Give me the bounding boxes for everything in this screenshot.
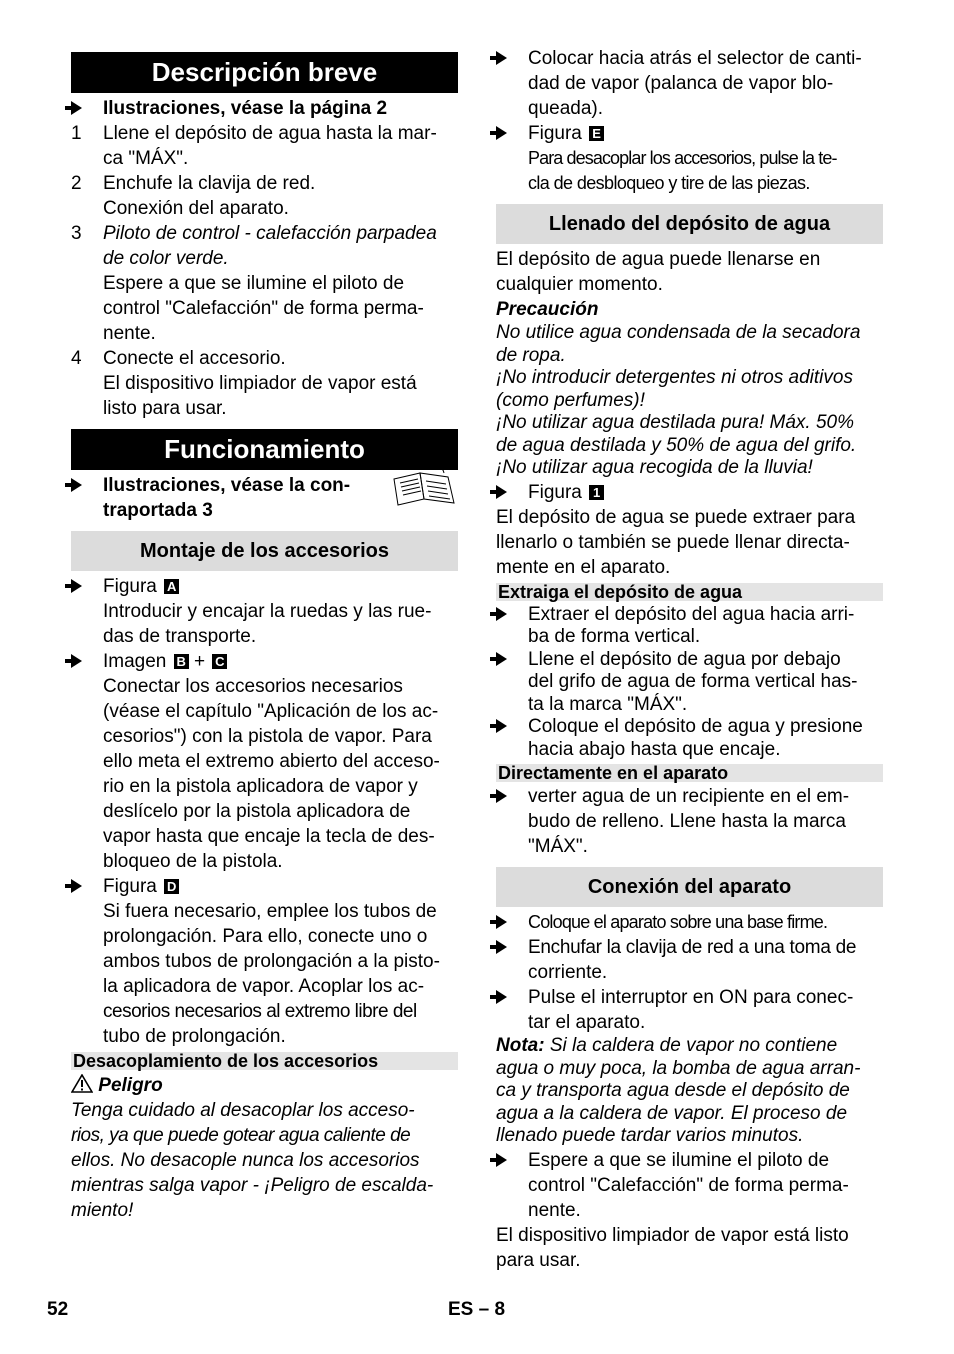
step-2: 2 Enchufe la clavija de red. Conexión del aparato. xyxy=(71,173,316,219)
figure-label: 1 xyxy=(589,485,604,500)
fill-intro: El depósito de agua puede llenarse en cualquier momento. xyxy=(496,249,821,295)
arrow-item: Enchufar la clavija de red a una toma de corriente. xyxy=(496,935,883,985)
arrow-item: Imagen B + C Conectar los accesorios necesarios (véase el capítulo "Aplicación de los ac- cesorios") con la pistola de vapor. Para ello meta el extremo abierto del acceso- rio en la pistola aplicadora de vapor y deslícelo por la pistola aplicadora de vapor hasta que encaje la tecla de des- bloqueo de la pistola. xyxy=(71,649,458,874)
arrow-item: Llene el depósito de agua por debajo del grifo de agua de forma vertical has- ta la marca "MÁX". xyxy=(496,649,883,717)
danger-label: Peligro xyxy=(71,1073,458,1098)
arrow-item: Colocar hacia atrás el selector de canti- dad de vapor (palanca de vapor blo- queada). xyxy=(496,46,883,121)
figure-label: B xyxy=(174,654,189,669)
arrow-item: Figura 1 xyxy=(496,480,883,505)
step-1: 1 Llene el depósito de agua hasta la mar- ca "MÁX". xyxy=(71,123,437,169)
left-column xyxy=(71,52,458,1223)
heading-descripcion-breve: Descripción breve xyxy=(71,52,458,93)
figure-label: A xyxy=(164,579,179,594)
arrow-item: Figura D Si fuera necesario, emplee los tubos de prolongación. Para ello, conecte uno o ambos tubos de prolongación a la pisto- la aplicadora de vapor. Acoplar los ac- cesorios necesarios al extremo libre del tubo de prolongación. xyxy=(71,874,458,1049)
right-column xyxy=(496,48,883,1273)
heading-conexion: Conexión del aparato xyxy=(496,867,883,907)
heading-llenado: Llenado del depósito de agua xyxy=(496,204,883,244)
arrow-right-icon xyxy=(496,789,507,803)
heading-montaje: Montaje de los accesorios xyxy=(71,531,458,571)
arrow-item xyxy=(71,96,458,121)
arrow-right-icon xyxy=(496,607,507,621)
arrow-right-icon xyxy=(496,126,507,140)
note-text: Nota: Si la caldera de vapor no contiene agua o muy poca, la bomba de agua arran- ca y transporta agua desde el depósito de agua a la caldera de vapor. El proceso de llenado puede tardar varios minutos. xyxy=(496,1035,861,1146)
arrow-right-icon xyxy=(496,915,507,929)
arrow-item: Figura A Introducir y encajar la ruedas y las rue- das de transporte. xyxy=(71,574,458,649)
figure-label: D xyxy=(164,879,179,894)
step-4: 4 Conecte el accesorio. El dispositivo limpiador de vapor está listo para usar. xyxy=(71,348,417,419)
heading-funcionamiento: Funcionamiento xyxy=(71,429,458,470)
warning-triangle-icon xyxy=(71,1074,93,1093)
arrow-right-icon xyxy=(496,719,507,733)
arrow-right-icon xyxy=(71,101,82,115)
heading-extraiga: Extraiga el depósito de agua xyxy=(496,583,883,601)
figure-label: E xyxy=(589,126,604,141)
arrow-item: Coloque el depósito de agua y presione hacia abajo hasta que encaje. xyxy=(496,716,883,761)
fig1-text: El depósito de agua se puede extraer para llenarlo o también se puede llenar directa- mente en el aparato. xyxy=(496,506,856,578)
arrow-item: Ilustraciones, véase la con- traportada 3 xyxy=(71,473,458,523)
arrow-right-icon xyxy=(71,654,82,668)
arrow-item: Espere a que se ilumine el piloto de control "Calefacción" de forma perma- nente. xyxy=(496,1148,883,1223)
arrow-right-icon xyxy=(71,579,82,593)
arrow-right-icon xyxy=(496,51,507,65)
open-book-icon xyxy=(390,465,458,509)
danger-text: Tenga cuidado al desacoplar los acceso- rios, ya que puede gotear agua caliente de ellos. No desacople nunca los accesorios mientras salga vapor - ¡Peligro de escalda- miento! xyxy=(71,1100,434,1221)
note-label: Nota: xyxy=(496,1035,545,1056)
figure-label: C xyxy=(212,654,227,669)
arrow-item: Figura E Para desacoplar los accesorios, pulse la te- cla de desbloqueo y tire de las piezas. xyxy=(496,121,883,196)
illustrations-ref: Ilustraciones, véase la página 2 xyxy=(103,98,388,119)
heading-directamente: Directamente en el aparato xyxy=(496,764,883,782)
arrow-right-icon xyxy=(496,990,507,1004)
arrow-item: verter agua de un recipiente en el em- budo de relleno. Llene hasta la marca "MÁX". xyxy=(496,784,883,859)
heading-desacoplamiento: Desacoplamiento de los accesorios xyxy=(71,1052,458,1070)
step-3: 3 Piloto de control - calefacción parpadea de color verde. Espere a que se ilumine el piloto de control "Calefacción" de forma perma- nente. xyxy=(71,223,437,344)
arrow-right-icon xyxy=(496,940,507,954)
arrow-item: Pulse el interruptor en ON para conec- tar el aparato. xyxy=(496,985,883,1035)
arrow-right-icon xyxy=(71,879,82,893)
ready-text: El dispositivo limpiador de vapor está listo para usar. xyxy=(496,1224,849,1271)
arrow-item: Coloque el aparato sobre una base firme. xyxy=(496,910,883,935)
arrow-right-icon xyxy=(71,478,82,492)
caution-label: Precaución xyxy=(496,299,599,320)
arrow-right-icon xyxy=(496,485,507,499)
arrow-right-icon xyxy=(496,652,507,666)
page-number: 52 xyxy=(47,1299,69,1320)
arrow-item: Extraer el depósito del agua hacia arri- ba de forma vertical. xyxy=(496,604,883,649)
caution-text: No utilice agua condensada de la secadora de ropa. ¡No introducir detergentes ni otros aditivos (como perfumes)! ¡No utilizar agua destilada pura! Máx. 50% de agua destilada y 50% de agua del grifo. ¡No utilizar agua recogida de la lluvia! xyxy=(496,322,861,478)
arrow-right-icon xyxy=(496,1153,507,1167)
section-page-label: ES – 8 xyxy=(448,1299,506,1320)
